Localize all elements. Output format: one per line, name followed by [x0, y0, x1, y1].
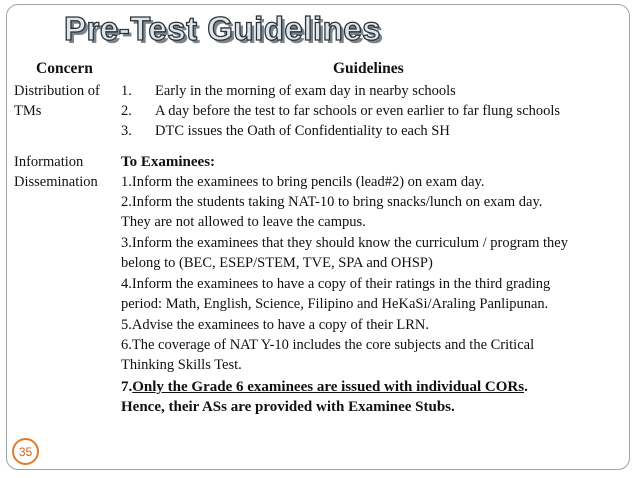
page-number-badge: 35 [12, 438, 39, 465]
guideline-line: Thinking Skills Test. [121, 357, 242, 373]
guideline-line: belong to (BEC, ESEP/STEM, TVE, SPA and OHSP) [121, 255, 433, 271]
guideline-line: 3.Inform the examinees that they should know the curriculum / program they [121, 235, 568, 251]
slide-title: Pre-Test Guidelines [64, 10, 381, 47]
guideline-line: 5.Advise the examinees to have a copy of their LRN. [121, 317, 430, 333]
item-7-number: 7. [121, 379, 133, 395]
concern-distribution-line1: Distribution of [14, 83, 100, 99]
concern-column-header: Concern [36, 60, 93, 77]
guideline-line: period: Math, English, Science, Filipino and HeKaSi/Araling Panlipunan. [121, 296, 549, 312]
distribution-item-text: A day before the test to far schools or even earlier to far flung schools [155, 103, 561, 119]
examinees-subheading: To Examinees: [121, 154, 216, 170]
guidelines-column-header: Guidelines [333, 60, 404, 77]
distribution-item-number: 2. [121, 103, 132, 119]
concern-distribution-line2: TMs [14, 103, 42, 119]
distribution-item-text: DTC issues the Oath of Confidentiality to each SH [155, 123, 450, 139]
guideline-line: 4.Inform the examinees to have a copy of their ratings in the third grading [121, 276, 551, 292]
guideline-line: 1.Inform the examinees to bring pencils (lead#2) on exam day. [121, 174, 485, 190]
distribution-item-number: 1. [121, 83, 132, 99]
guideline-item-7 [121, 377, 528, 397]
item-7-underlined-text: Only the Grade 6 examinees are issued with individual CORs [132, 379, 525, 395]
concern-information-line1: Information [14, 154, 84, 170]
distribution-item-text: Early in the morning of exam day in nearby schools [155, 83, 456, 99]
guideline-item-7-line2: Hence, their ASs are provided with Examinee Stubs. [121, 399, 455, 415]
item-7-period: . [524, 379, 528, 395]
guideline-line: 6.The coverage of NAT Y-10 includes the core subjects and the Critical [121, 337, 535, 353]
guideline-line: 2.Inform the students taking NAT-10 to bring snacks/lunch on exam day. [121, 194, 543, 210]
guideline-line: They are not allowed to leave the campus. [121, 214, 366, 230]
concern-information-line2: Dissemination [14, 174, 98, 190]
distribution-item-number: 3. [121, 123, 132, 139]
